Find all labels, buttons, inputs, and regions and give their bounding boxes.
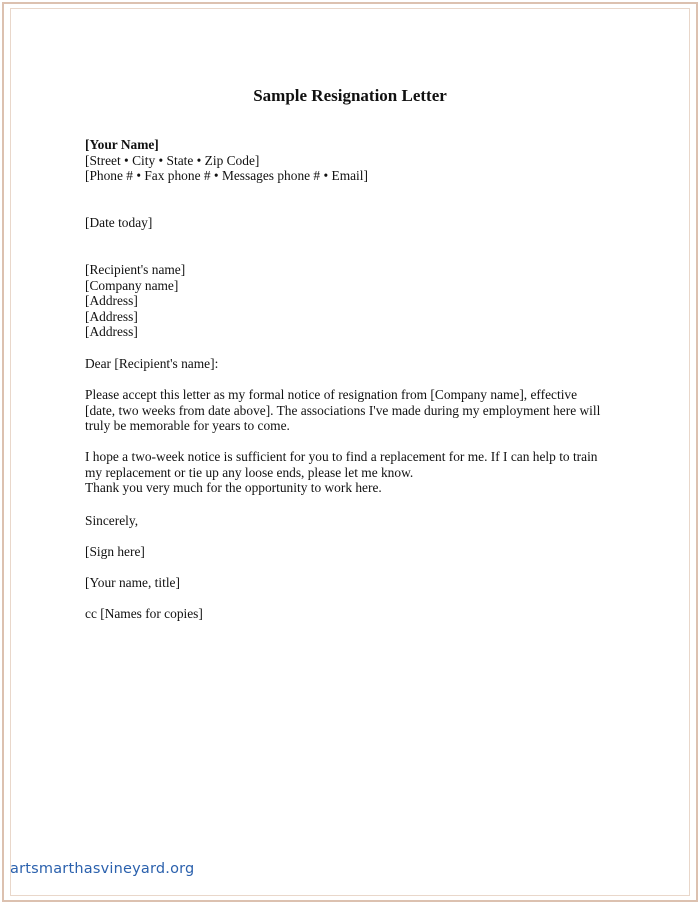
letter-title: Sample Resignation Letter [253,86,447,105]
paragraph-line: truly be memorable for years to come. [85,418,290,434]
sender-contacts: [Phone # • Fax phone # • Messages phone # • Email] [85,168,368,184]
letter-date: [Date today] [85,215,153,230]
paragraph-line: Thank you very much for the opportunity to work here. [85,480,382,496]
recipient-address-line: [Address] [85,308,138,324]
watermark-text: artsmarthasvineyard.org [10,861,195,877]
sender-name: [Your Name] [85,137,159,152]
salutation: Dear [Recipient's name]: [85,356,219,371]
paragraph-1 [85,387,600,434]
sender-block [85,137,368,184]
paragraph-line: Please accept this letter as my formal notice of resignation from [Company name], effective [85,387,578,402]
recipient-block [85,262,185,340]
paragraph-line: I hope a two-week notice is sufficient for you to find a replacement for me. If I can help to train [85,449,598,464]
sender-address: [Street • City • State • Zip Code] [85,152,260,168]
name-title: [Your name, title] [85,575,180,590]
cc-line: cc [Names for copies] [85,606,203,621]
signature-placeholder: [Sign here] [85,544,145,559]
closing: Sincerely, [85,513,139,528]
paragraph-line: [date, two weeks from date above]. The associations I've made during my employment here will [85,402,601,418]
recipient-address-line: [Address] [85,293,138,309]
recipient-address-line: [Address] [85,324,138,340]
recipient-company: [Company name] [85,277,179,293]
paragraph-line: my replacement or tie up any loose ends, please let me know. [85,464,414,480]
recipient-name: [Recipient's name] [85,262,186,277]
paragraph-2 [85,449,598,496]
